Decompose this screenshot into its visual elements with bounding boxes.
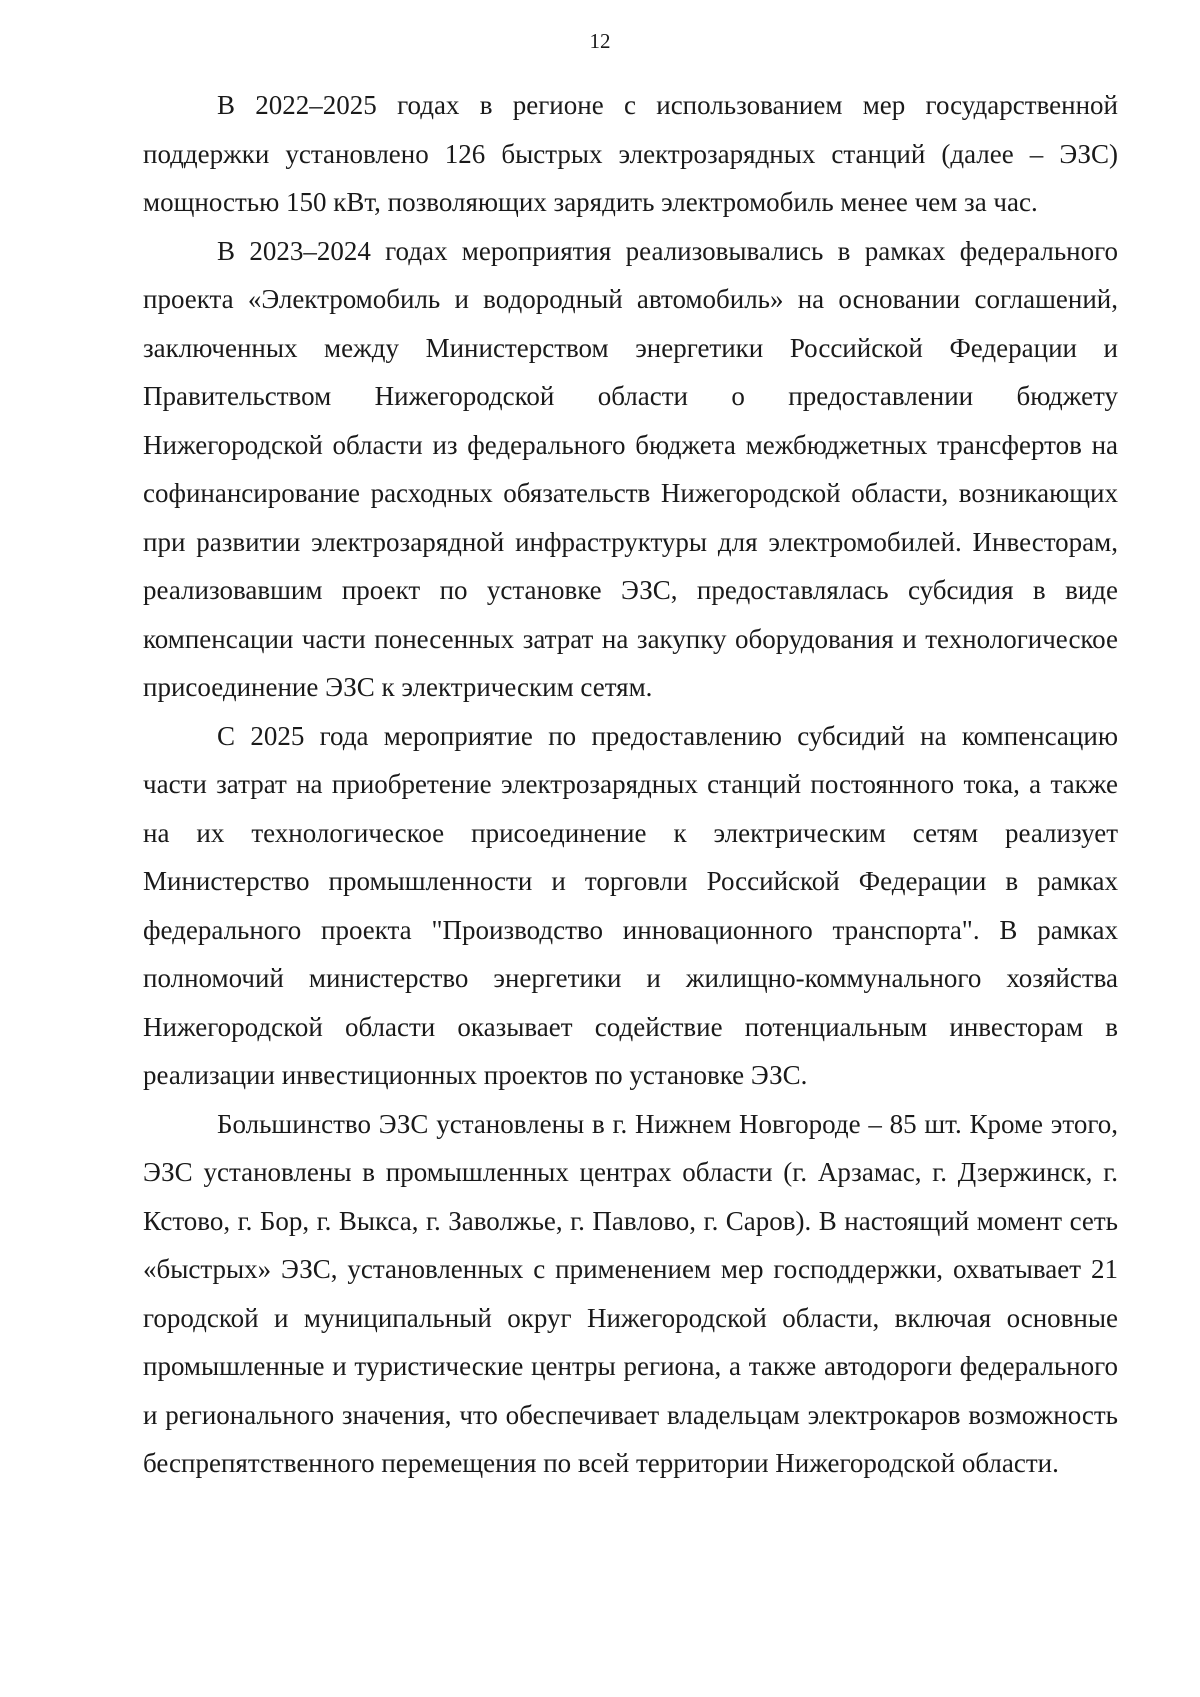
paragraph-charging-stations-installed: В 2022–2025 годах в регионе с использованием мер государственной поддержки установлено 126 быстрых электрозарядных станций (далее – ЭЗС) мощностью 150 кВт, позволяющих зарядить электромобиль менее чем за час. [143,90,1118,217]
paragraph-subsidies-from-2025: С 2025 года мероприятие по предоставлению субсидий на компенсацию части затрат на приобретение электрозарядных станций постоянного тока, а также на их технологическое присоединение к электрическим сетям реализует Министерство промышленности и торговли Российской Федерации в рамках федерального проекта "Производство инновационного транспорта". В рамках полномочий министерство энергетики и жилищно-коммунального хозяйства Нижегородской области оказывает содействие потенциальным инвесторам в реализации инвестиционных проектов по установке ЭЗС. [143,720,1118,1090]
document-body [143,81,1118,1488]
page-number: 12 [589,29,611,53]
paragraph-station-locations: Большинство ЭЗС установлены в г. Нижнем Новгороде – 85 шт. Кроме этого, ЭЗС установлены в промышленных центрах области (г. Арзамас, г. Дзержинск, г. Кстово, г. Бор, г. Выкса, г. Заволжье, г. Павлово, г. Саров). В настоящий момент сеть «быстрых» ЭЗС, установленных с применением мер господдержки, охватывает 21 городской и муниципальный округ Нижегородской области, включая основные промышленные и туристические центры региона, а также автодороги федерального и регионального значения, что обеспечивает владельцам электрокаров возможность беспрепятственного перемещения по всей территории Нижегородской области. [143,1108,1118,1478]
paragraph-federal-project-2023-2024: В 2023–2024 годах мероприятия реализовывались в рамках федерального проекта «Электромобиль и водородный автомобиль» на основании соглашений, заключенных между Министерством энергетики Российской Федерации и Правительством Нижегородской области о предоставлении бюджету Нижегородской области из федерального бюджета межбюджетных трансфертов на софинансирование расходных обязательств Нижегородской области, возникающих при развитии электрозарядной инфраструктуры для электромобилей. Инвесторам, реализовавшим проект по установке ЭЗС, предоставлялась субсидия в виде компенсации части понесенных затрат на закупку оборудования и технологическое присоединение ЭЗС к электрическим сетям. [143,235,1118,702]
